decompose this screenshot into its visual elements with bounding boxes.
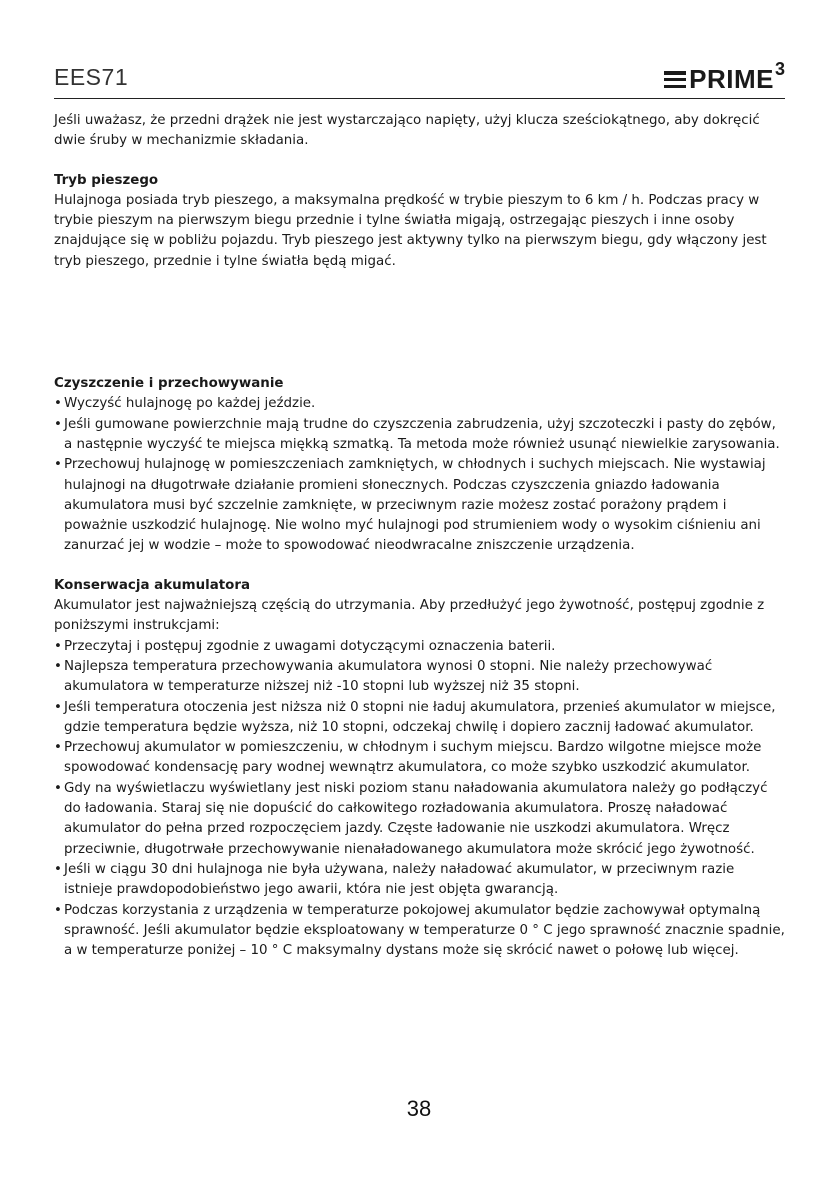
cleaning-list <box>54 394 786 556</box>
list-item: • Jeśli gumowane powierzchnie mają trudne do czyszczenia zabrudzenia, użyj szczoteczki i pasty do zębów, a następnie wyczyść te miejsca miękką szmatką. Ta metoda może również usunąć niewielkie zarysowania. <box>54 415 786 456</box>
logo-superscript: 3 <box>774 59 785 79</box>
logo-bars-icon <box>664 71 686 88</box>
list-item: • Gdy na wyświetlaczu wyświetlany jest niski poziom stanu naładowania akumulatora należy go podłączyć do ładowania. Staraj się nie dopuścić do całkowitego rozładowania akumulatora. Proszę naładować akumulator do pełna przed rozpoczęciem jazdy. Częste ładowanie nie uszkodzi akumulatora. Wręcz przeciwnie, długotrwałe przechowywanie nienaładowanego akumulatora może skrócić jego żywotność. <box>54 779 786 860</box>
list-item: • Podczas korzystania z urządzenia w temperaturze pokojowej akumulator będzie zachowywał optymalną sprawność. Jeśli akumulator będzie eksploatowany w temperaturze 0 ° C jego sprawność znacznie spadnie, a w temperaturze poniżej – 10 ° C maksymalny dystans może się skrócić nawet o połowę lub więcej. <box>54 901 786 962</box>
cleaning-title: Czyszczenie i przechowywanie <box>54 376 284 392</box>
prime3-logo <box>664 60 785 94</box>
list-item: • Przechowuj hulajnogę w pomieszczeniach zamkniętych, w chłodnych i suchych miejscach. Nie wystawiaj hulajnogi na długotrwałe działanie promieni słonecznych. Podczas czyszczenia gniazdo ładowania akumulatora musi być szczelnie zamknięte, w przeciwnym razie możesz zostać porażony prądem i poważnie uszkodzić hulajnogę. Nie wolno myć hulajnogi pod strumieniem wody o wysokim ciśnieniu ani zanurzać jej w wodzie – może to spowodować nieodwracalne zniszczenie urządzenia. <box>54 455 786 556</box>
list-item: • Jeśli temperatura otoczenia jest niższa niż 0 stopni nie ładuj akumulatora, przenieś akumulator w miejsce, gdzie temperatura będzie wyższa, niż 10 stopni, odczekaj chwilę i dopiero zacznij ładować akumulator. <box>54 698 786 739</box>
list-item: • Wyczyść hulajnogę po każdej jeździe. <box>54 394 786 414</box>
list-item: • Przechowuj akumulator w pomieszczeniu, w chłodnym i suchym miejscu. Bardzo wilgotne miejsce może spowodować kondensację pary wodnej wewnątrz akumulatora, co może szybko uszkodzić akumulator. <box>54 738 786 779</box>
page-number: 38 <box>406 1096 432 1121</box>
list-item: • Najlepsza temperatura przechowywania akumulatora wynosi 0 stopni. Nie należy przechowywać akumulatora w temperaturze niższej niż -10 stopni lub wyższej niż 35 stopni. <box>54 657 786 698</box>
intro-paragraph: Jeśli uważasz, że przedni drążek nie jest wystarczająco napięty, użyj klucza sześciokątnego, aby dokręcić dwie śruby w mechanizmie składania. <box>54 113 760 149</box>
battery-list <box>54 637 786 962</box>
model-name: EES71 <box>54 64 129 90</box>
list-item: • Jeśli w ciągu 30 dni hulajnoga nie była używana, należy naładować akumulator, w przeciwnym razie istnieje prawdopodobieństwo jego awarii, która nie jest objęta gwarancją. <box>54 860 786 901</box>
pedestrian-mode-title: Tryb pieszego <box>54 172 159 188</box>
battery-intro: Akumulator jest najważniejszą częścią do utrzymania. Aby przedłużyć jego żywotność, postępuj zgodnie z poniższymi instrukcjami: <box>54 598 765 634</box>
battery-title: Konserwacja akumulatora <box>54 577 250 593</box>
logo-text: PRIME <box>689 64 774 94</box>
pedestrian-mode-text: Hulajnoga posiada tryb pieszego, a maksymalna prędkość w trybie pieszym to 6 km / h. Podczas pracy w trybie pieszym na pierwszym biegu przednie i tylne światła migają, ostrzegając pieszych i inne osoby znajdujące się w pobliżu pojazdu. Tryb pieszego jest aktywny tylko na pierwszym biegu, gdy włączony jest tryb pieszego, przednie i tylne światła będą migać. <box>54 192 767 269</box>
page-header <box>54 59 785 99</box>
list-item: • Przeczytaj i postępuj zgodnie z uwagami dotyczącymi oznaczenia baterii. <box>54 637 786 657</box>
page-content <box>54 111 786 961</box>
